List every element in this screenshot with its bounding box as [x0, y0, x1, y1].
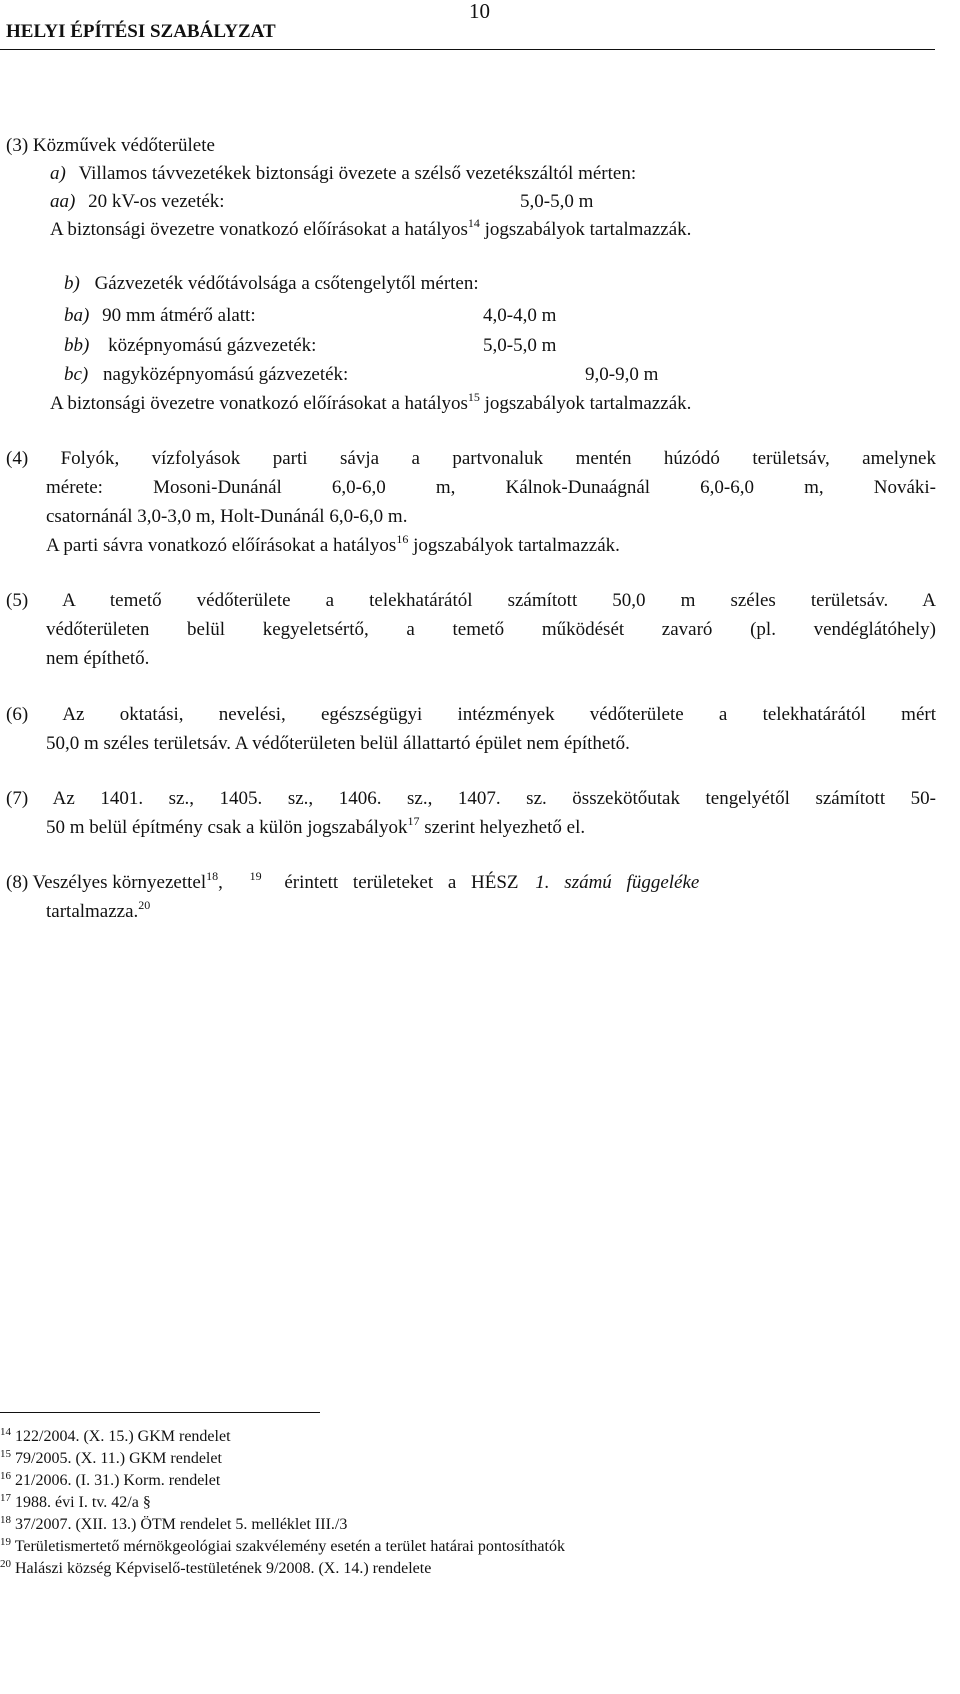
- item-label-ba: ba): [64, 305, 90, 326]
- item-label-aa: aa): [50, 191, 76, 212]
- section-3a-line: [50, 160, 636, 188]
- section-8-text: (8) Veszélyes környezettel: [6, 872, 207, 893]
- footnote-17: [0, 1493, 151, 1513]
- footnote-number: 17: [0, 1492, 11, 1504]
- item-value-bc: 9,0-9,0 m: [585, 364, 659, 385]
- footnote-text: Területismertető mérnökgeológiai szakvélemény esetén a terület határai pontosíthatók: [14, 1538, 565, 1555]
- footnote-text: 21/2006. (I. 31.) Korm. rendelet: [15, 1472, 221, 1489]
- footnote-text: 79/2005. (X. 11.) GKM rendelet: [15, 1450, 222, 1467]
- footnote-ref-15: 15: [467, 390, 480, 404]
- note-text: A biztonsági övezetre vonatkozó előírásokat a hatályos: [50, 393, 468, 414]
- note-text-end: jogszabályok tartalmazzák.: [484, 219, 692, 240]
- section-7-text: 50 m belül építmény csak a külön jogszabályok: [46, 817, 408, 838]
- section-3bc-line: [64, 361, 348, 389]
- footnote-ref-20: 20: [138, 898, 151, 912]
- footnote-16: [0, 1471, 220, 1491]
- footnote-number: 14: [0, 1426, 11, 1438]
- item-text-ba: 90 mm átmérő alatt:: [102, 305, 256, 326]
- section-6-line-2: 50,0 m széles területsáv. A védőterületen belül állattartó épület nem építhető.: [46, 733, 630, 754]
- section-8-text-end: tartalmazza.: [46, 901, 139, 922]
- section-4-line-4: [46, 532, 620, 560]
- footnote-text: Halászi község Képviselő-testületének 9/2008. (X. 14.) rendelete: [15, 1560, 432, 1577]
- item-label-a: a): [50, 163, 66, 184]
- section-5-line-1: (5) A temető védőterülete a telekhatárától számított 50,0 m széles területsáv. A: [6, 590, 936, 611]
- item-value-ba: 4,0-4,0 m: [483, 305, 557, 326]
- section-3a-note: [50, 216, 691, 244]
- footnote-14: [0, 1427, 231, 1447]
- footnote-15: [0, 1449, 222, 1469]
- footnote-number: 15: [0, 1448, 11, 1460]
- section-4-line-3: csatornánál 3,0-3,0 m, Holt-Dunánál 6,0-6,0 m.: [46, 506, 408, 527]
- footnote-divider: [0, 1412, 320, 1413]
- document-title: HELYI ÉPÍTÉSI SZABÁLYZAT: [6, 21, 276, 42]
- footnote-ref-16: 16: [396, 532, 409, 546]
- item-label-bb: bb): [64, 335, 90, 356]
- section-3-heading: (3) Közművek védőterülete: [6, 135, 215, 156]
- note-text-end: jogszabályok tartalmazzák.: [484, 393, 692, 414]
- item-text-bb: középnyomású gázvezeték:: [108, 335, 317, 356]
- note-text: A biztonsági övezetre vonatkozó előírásokat a hatályos: [50, 219, 468, 240]
- footnote-18: [0, 1515, 347, 1535]
- item-value-bb: 5,0-5,0 m: [483, 335, 557, 356]
- item-label-b: b): [64, 273, 80, 294]
- section-3aa-line: [50, 188, 225, 216]
- footnote-text: 37/2007. (XII. 13.) ÖTM rendelet 5. melléklet III./3: [15, 1516, 348, 1533]
- footnote-19: [0, 1537, 565, 1557]
- section-3b-line: [64, 270, 479, 298]
- section-3ba-line: [64, 302, 256, 330]
- note-text-end: jogszabályok tartalmazzák.: [413, 535, 620, 556]
- footnote-ref-18: 18: [206, 869, 219, 883]
- footnote-20: [0, 1559, 431, 1579]
- item-label-bc: bc): [64, 364, 89, 385]
- note-text: A parti sávra vonatkozó előírásokat a hatályos: [46, 535, 397, 556]
- footnote-number: 19: [0, 1536, 11, 1548]
- item-text-b: Gázvezeték védőtávolsága a csőtengelytől mérten:: [94, 273, 479, 294]
- footnote-number: 16: [0, 1470, 11, 1482]
- section-3bb-line: [64, 332, 316, 360]
- item-value-aa: 5,0-5,0 m: [520, 191, 594, 212]
- section-7-line-1: (7) Az 1401. sz., 1405. sz., 1406. sz., 1407. sz. összekötőutak tengelyétől számított 50-: [6, 788, 936, 809]
- item-text-a: Villamos távvezetékek biztonsági övezete a szélső vezetékszáltól mérten:: [78, 163, 637, 184]
- section-7-line-2: [46, 814, 585, 842]
- footnote-number: 20: [0, 1558, 11, 1570]
- section-4-line-1: (4) Folyók, vízfolyások parti sávja a partvonaluk mentén húzódó területsáv, amelynek: [6, 448, 936, 469]
- section-3b-note: [50, 390, 691, 418]
- section-6-line-1: (6) Az oktatási, nevelési, egészségügyi intézmények védőterülete a telekhatárától mért: [6, 704, 936, 725]
- footnote-ref-17: 17: [407, 814, 420, 828]
- page-number: 10: [469, 0, 490, 23]
- header-divider: [0, 49, 935, 50]
- appendix-reference: 1. számú függeléke: [535, 872, 700, 893]
- footnote-ref-14: 14: [467, 216, 480, 230]
- section-8-text-mid: érintett területeket a HÉSZ: [284, 872, 519, 893]
- footnote-ref-19: 19: [249, 869, 262, 883]
- item-text-bc: nagyközépnyomású gázvezeték:: [103, 364, 349, 385]
- section-4-line-2: mérete: Mosoni-Dunánál 6,0-6,0 m, Kálnok-Dunaágnál 6,0-6,0 m, Nováki-: [46, 477, 936, 498]
- footnote-text: 1988. évi I. tv. 42/a §: [15, 1494, 151, 1511]
- section-5-line-3: nem építhető.: [46, 648, 150, 669]
- footnote-number: 18: [0, 1514, 11, 1526]
- comma: ,: [218, 872, 223, 893]
- section-5-line-2: védőterületen belül kegyeletsértő, a temető működését zavaró (pl. vendéglátóhely): [46, 619, 936, 640]
- section-7-text-end: szerint helyezhető el.: [424, 817, 586, 838]
- item-text-aa: 20 kV-os vezeték:: [88, 191, 225, 212]
- footnote-text: 122/2004. (X. 15.) GKM rendelet: [15, 1428, 231, 1445]
- section-8-line-1: [6, 869, 936, 897]
- section-8-line-2: [46, 898, 150, 926]
